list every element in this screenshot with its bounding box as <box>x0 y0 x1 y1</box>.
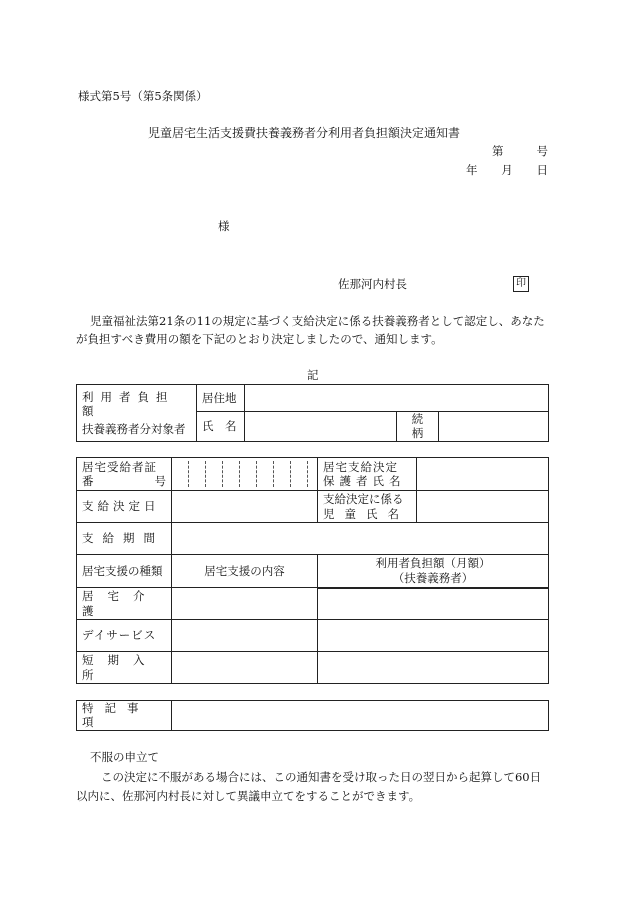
cert-number-line2: 番 号 <box>82 474 166 488</box>
day-label: 日 <box>536 163 548 177</box>
body-text-line1: 児童福祉法第21条の11の規定に基づく支給決定に係る扶養義務者として認定し、あなた <box>90 314 545 328</box>
relation-value[interactable] <box>439 412 549 442</box>
service-short-stay-burden[interactable] <box>318 652 549 684</box>
service-day-burden[interactable] <box>318 620 549 652</box>
service-home-care-burden[interactable] <box>318 588 549 620</box>
dai-label: 第 <box>492 144 504 158</box>
period-value[interactable] <box>172 523 549 555</box>
form-number: 様式第5号（第5条関係） <box>78 89 208 103</box>
body-text-line2: が負担すべき費用の額を下記のとおり決定しましたので、通知します。 <box>76 332 443 346</box>
guardian-name-line1: 居宅支給決定 <box>323 459 398 474</box>
child-name-line1: 支給決定に係る <box>323 492 404 507</box>
target-label-line2: 扶養義務者分対象者 <box>82 421 186 436</box>
addressee-suffix: 様 <box>218 219 230 233</box>
decision-table <box>76 457 549 684</box>
go-label: 号 <box>536 144 548 158</box>
service-home-care-content[interactable] <box>172 588 318 620</box>
ki-label: 記 <box>307 368 319 382</box>
service-home-care: 居宅介護 <box>77 588 172 620</box>
service-short-stay: 短期入所 <box>77 652 172 684</box>
burden-amount-header <box>318 555 549 588</box>
seal-mark <box>513 275 529 292</box>
decision-date-value[interactable] <box>172 491 318 523</box>
year-label: 年 <box>466 163 478 177</box>
appeal-heading: 不服の申立て <box>90 750 159 764</box>
relation-label: 続 柄 <box>397 412 439 442</box>
month-label: 月 <box>501 163 513 177</box>
target-label-line1: 利用者負担額 <box>82 389 175 419</box>
address-value[interactable] <box>245 385 549 412</box>
appeal-text-line2: 以内に、佐那河内村長に対して異議申立てをすることができます。 <box>76 789 421 803</box>
name-label: 氏 名 <box>197 412 245 442</box>
cert-number-label <box>77 458 172 491</box>
burden-amount-line1: 利用者負担額（月額） <box>375 556 491 571</box>
name-value[interactable] <box>245 412 397 442</box>
service-day: デイサービス <box>77 620 172 652</box>
reference-number <box>492 143 548 159</box>
issue-date <box>466 162 548 178</box>
child-name-line2: 児童氏名 <box>323 506 409 521</box>
document-title: 児童居宅生活支援費扶養義務者分利用者負担額決定通知書 <box>148 126 461 140</box>
decision-date-label: 支給決定日 <box>77 491 172 523</box>
target-person-table <box>76 384 549 442</box>
guardian-name-label <box>318 458 417 491</box>
burden-amount-line2: （扶養義務者） <box>392 570 474 585</box>
cert-number-boxes[interactable] <box>172 458 318 491</box>
service-content-header: 居宅支援の内容 <box>172 555 318 588</box>
remarks-label: 特記事項 <box>77 701 172 731</box>
issuer-name: 佐那河内村長 <box>338 277 407 291</box>
service-short-stay-content[interactable] <box>172 652 318 684</box>
child-name-value[interactable] <box>417 491 549 523</box>
appeal-text-line1: この決定に不服がある場合には、この通知書を受け取った日の翌日から起算して60日 <box>101 770 542 784</box>
address-label: 居住地 <box>197 385 245 412</box>
cert-number-line1: 居宅受給者証 <box>82 459 157 474</box>
period-label: 支給期間 <box>77 523 172 555</box>
child-name-label <box>318 491 417 523</box>
guardian-name-value[interactable] <box>417 458 549 491</box>
service-day-content[interactable] <box>172 620 318 652</box>
service-kind-header: 居宅支援の種類 <box>77 555 172 588</box>
guardian-name-line2: 保護者氏名 <box>323 474 406 488</box>
seal-box: 印 <box>513 276 529 292</box>
target-label-cell <box>77 385 197 442</box>
remarks-value[interactable] <box>172 701 549 731</box>
remarks-table <box>76 700 549 731</box>
